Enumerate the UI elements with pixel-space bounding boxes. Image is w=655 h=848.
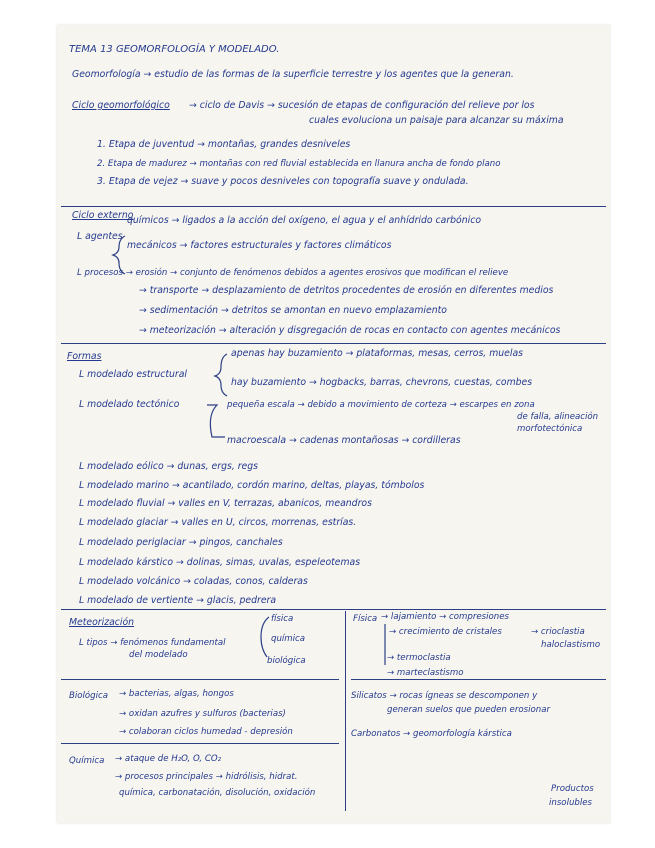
- modelado-glaciar: L modelado glaciar → valles en U, circos, morrenas, estrías.: [79, 517, 357, 528]
- tectonico-pequena-escala: pequeña escala → debido a movimiento de corteza → escarpes en zona: [227, 400, 535, 410]
- fisica-haloclastismo: haloclastismo: [541, 640, 601, 650]
- modelado-vertiente: L modelado de vertiente → glacis, pedrera: [79, 595, 277, 606]
- fisica-marteclastismo: → marteclastismo: [387, 668, 464, 678]
- modelado-volcanico: L modelado volcánico → coladas, conos, calderas: [79, 576, 308, 587]
- modelado-estructural-label: L modelado estructural: [79, 369, 187, 380]
- biologica-label: Biológica: [69, 691, 109, 701]
- quimica-ataque: → ataque de H₂O, O, CO₂: [115, 754, 222, 764]
- proceso-transporte: → transporte → desplazamiento de detritos procedentes de erosión en diferentes medios: [139, 285, 554, 296]
- subsection-divider: [61, 679, 339, 680]
- etapa-3: 3. Etapa de vejez → suave y pocos desniveles con topografía suave y ondulada.: [97, 176, 469, 187]
- formas-heading: Formas: [67, 351, 102, 362]
- footer-insolubles: insolubles: [549, 798, 593, 808]
- proceso-erosion: L procesos → erosión → conjunto de fenómenos debidos a agentes erosivos que modifican el relieve: [77, 268, 509, 278]
- tectonico-morfotectonica: morfotectónica: [517, 424, 583, 434]
- ciclo-label: Ciclo geomorfológico: [72, 100, 170, 111]
- agentes-quimicos: químicos → ligados a la acción del oxígeno, el agua y el anhídrido carbónico: [127, 215, 482, 226]
- tectonico-falla: de falla, alineación: [517, 412, 599, 422]
- tipo-biologica: biológica: [267, 656, 306, 666]
- modelado-periglaciar: L modelado periglaciar → pingos, canchales: [79, 537, 283, 548]
- ciclo-externo-heading: Ciclo externo: [72, 210, 134, 221]
- section-divider: [61, 609, 606, 610]
- meteorizacion-tipos-2: del modelado: [129, 650, 188, 660]
- ciclo-definition-line1: → ciclo de Davis → sucesión de etapas de configuración del relieve por los: [189, 100, 535, 111]
- fisica-lajamiento: → lajamiento → compresiones: [381, 612, 509, 622]
- tipo-fisica: física: [271, 614, 294, 624]
- quimica-procesos: → procesos principales → hidrólisis, hidrat.: [115, 772, 298, 782]
- modelado-tectonico-label: L modelado tectónico: [79, 399, 180, 410]
- fisica-crioclastia: → crioclastia: [531, 627, 585, 637]
- etapa-1: 1. Etapa de juventud → montañas, grandes desniveles: [97, 139, 351, 150]
- notebook-page: [57, 25, 610, 823]
- fisica-cristales: → crecimiento de cristales: [389, 627, 502, 637]
- proceso-meteorizacion: → meteorización → alteración y disgregación de rocas en contacto con agentes mecánicos: [139, 325, 561, 336]
- meteorizacion-tipos: L tipos → fenómenos fundamental: [79, 638, 226, 648]
- quimica-procesos-2: química, carbonatación, disolución, oxidación: [119, 788, 316, 798]
- modelado-eolico: L modelado eólico → dunas, ergs, regs: [79, 461, 259, 472]
- biologica-bacterias: → bacterias, algas, hongos: [119, 689, 234, 699]
- agentes-label: L agentes: [77, 231, 123, 242]
- proceso-sedimentacion: → sedimentación → detritos se amontan en nuevo emplazamiento: [139, 305, 447, 316]
- silicatos-line1: Silicatos → rocas ígneas se descomponen y: [351, 691, 538, 701]
- etapa-2: 2. Etapa de madurez → montañas con red fluvial establecida en llanura ancha de fondo plano: [97, 159, 501, 169]
- modelado-karstico: L modelado kárstico → dolinas, simas, uvalas, espeleotemas: [79, 557, 361, 568]
- biologica-colaboran: → colaboran ciclos humedad - depresión: [119, 727, 293, 737]
- section-divider: [61, 206, 606, 207]
- section-divider: [61, 343, 606, 344]
- ciclo-definition-line2: cuales evoluciona un paisaje para alcanzar su máxima: [309, 115, 564, 126]
- geomorfologia-definition: Geomorfología → estudio de las formas de la superficie terrestre y los agentes que la generan.: [72, 69, 514, 80]
- modelado-marino: L modelado marino → acantilado, cordón marino, deltas, playas, tómbolos: [79, 480, 425, 491]
- silicatos-line2: generan suelos que pueden erosionar: [387, 705, 550, 715]
- carbonatos: Carbonatos → geomorfología kárstica: [351, 729, 512, 739]
- biologica-oxidan: → oxidan azufres y sulfuros (bacterias): [119, 709, 286, 719]
- tipo-quimica: química: [271, 634, 306, 644]
- page-title: TEMA 13 GEOMORFOLOGÍA Y MODELADO.: [69, 44, 280, 55]
- subsection-divider: [61, 743, 339, 744]
- subsection-divider: [351, 679, 606, 680]
- modelado-fluvial: L modelado fluvial → valles en V, terrazas, abanicos, meandros: [79, 498, 372, 509]
- estructural-hay-buzamiento: hay buzamiento → hogbacks, barras, chevrons, cuestas, combes: [231, 377, 533, 388]
- column-divider: [345, 611, 346, 811]
- agentes-mecanicos: mecánicos → factores estructurales y factores climáticos: [127, 240, 392, 251]
- estructural-apenas-buzamiento: apenas hay buzamiento → plataformas, mesas, cerros, muelas: [231, 348, 524, 359]
- meteorizacion-heading: Meteorización: [69, 617, 135, 628]
- footer-productos: Productos: [551, 784, 594, 794]
- fisica-termoclastia: → termoclastia: [387, 653, 451, 663]
- tectonico-macroescala: macroescala → cadenas montañosas → cordilleras: [227, 435, 461, 446]
- quimica-label: Química: [69, 756, 105, 766]
- fisica-label: Física: [353, 614, 378, 624]
